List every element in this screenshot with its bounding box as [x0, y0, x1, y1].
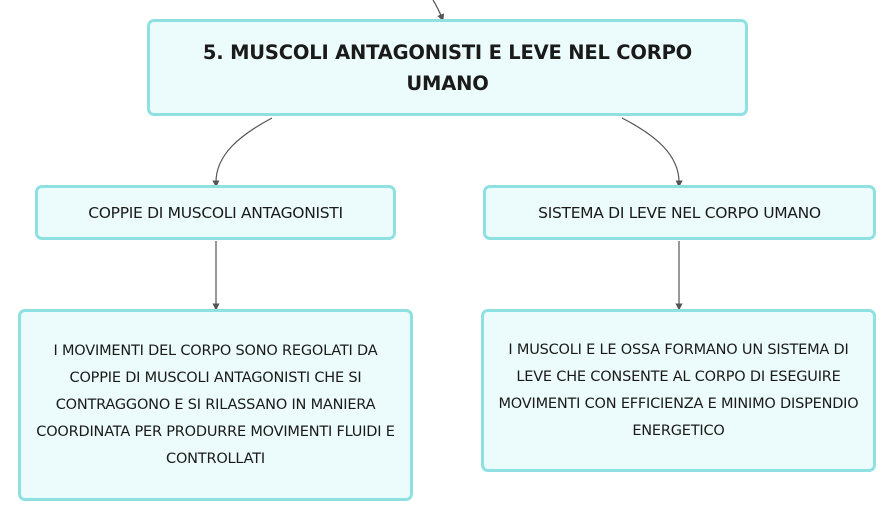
root-node[interactable]	[147, 19, 748, 116]
root-node-label: 5. MUSCOLI ANTAGONISTI E LEVE NEL CORPO UMANO	[202, 40, 693, 95]
topic-node-label: SISTEMA DI LEVE NEL CORPO UMANO	[538, 203, 821, 222]
incoming-connector	[433, 0, 442, 18]
topic-node-lever-system[interactable]	[483, 185, 876, 240]
detail-node-text: I MUSCOLI E LE OSSA FORMANO UN SISTEMA DI LEVE CHE CONSENTE AL CORPO DI ESEGUIRE MOVIMENTI CON EFFICIENZA E MINIMO DISPENDIO ENERGETICO	[498, 341, 859, 439]
connector-root-to-left-topic	[216, 118, 272, 184]
detail-node-text: I MOVIMENTI DEL CORPO SONO REGOLATI DA COPPIE DI MUSCOLI ANTAGONISTI CHE SI CONTRAGGONO E SI RILASSANO IN MANIERA COORDINATA PER PRODURRE MOVIMENTI FLUIDI E CONTROLLATI	[36, 342, 395, 467]
topic-node-label: COPPIE DI MUSCOLI ANTAGONISTI	[88, 203, 343, 222]
connector-root-to-right-topic	[622, 118, 679, 184]
topic-node-muscle-pairs[interactable]	[35, 185, 396, 240]
detail-node-lever-system[interactable]	[481, 309, 876, 472]
detail-node-muscle-pairs[interactable]	[18, 309, 413, 501]
